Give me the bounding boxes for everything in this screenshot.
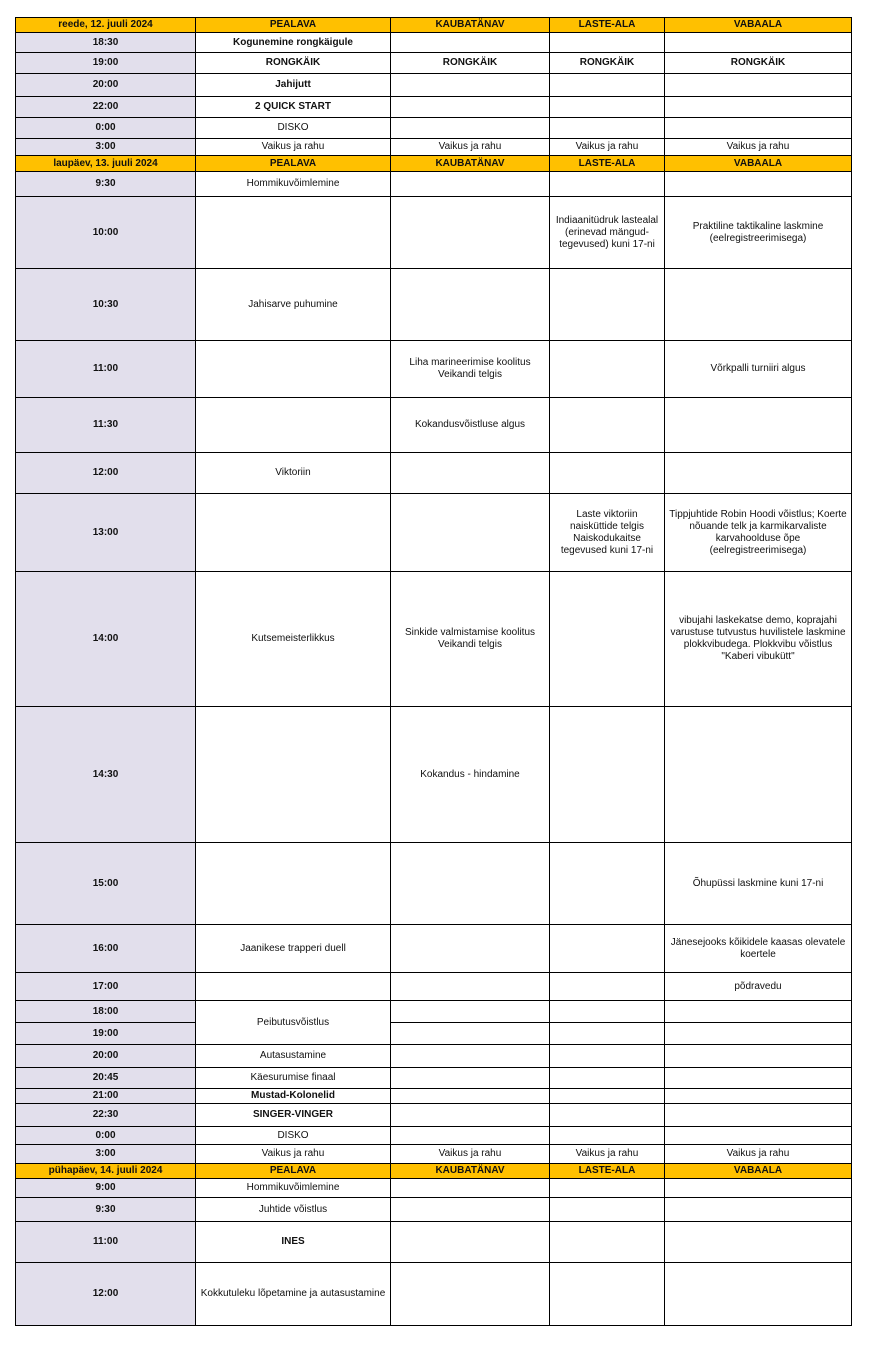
- event-cell: Jahijutt: [196, 74, 391, 97]
- event-cell: RONGKÄIK: [665, 53, 852, 74]
- event-cell: [391, 1222, 550, 1263]
- event-cell: [391, 118, 550, 139]
- event-cell: [391, 1127, 550, 1145]
- event-cell: [391, 973, 550, 1001]
- event-cell: Võrkpalli turniiri algus: [665, 341, 852, 398]
- event-cell: [550, 341, 665, 398]
- table-row: [16, 1127, 852, 1145]
- event-cell: Vaikus ja rahu: [665, 1145, 852, 1164]
- event-cell: [550, 33, 665, 53]
- event-cell: Viktoriin: [196, 453, 391, 494]
- column-header-kaubatanav: KAUBATÄNAV: [391, 18, 550, 33]
- event-cell: Vaikus ja rahu: [550, 139, 665, 156]
- event-cell: Vaikus ja rahu: [550, 1145, 665, 1164]
- table-row: [16, 572, 852, 707]
- event-cell: [550, 1045, 665, 1068]
- event-cell: Hommikuvõimlemine: [196, 1179, 391, 1198]
- event-cell: Juhtide võistlus: [196, 1198, 391, 1222]
- event-cell: Vaikus ja rahu: [196, 1145, 391, 1164]
- event-cell: [550, 925, 665, 973]
- event-cell: [391, 172, 550, 197]
- event-cell: [391, 1263, 550, 1326]
- event-cell: [391, 1001, 550, 1023]
- table-row: [16, 925, 852, 973]
- event-cell: Vaikus ja rahu: [391, 1145, 550, 1164]
- table-row: [16, 453, 852, 494]
- event-cell: [196, 341, 391, 398]
- event-cell: Jahisarve puhumine: [196, 269, 391, 341]
- event-cell: [391, 1045, 550, 1068]
- time-cell: 0:00: [16, 118, 196, 139]
- event-cell: [665, 398, 852, 453]
- table-row: [16, 1263, 852, 1326]
- event-cell: [665, 1263, 852, 1326]
- event-cell: [391, 97, 550, 118]
- event-cell: Õhupüssi laskmine kuni 17-ni: [665, 843, 852, 925]
- event-cell: [665, 269, 852, 341]
- table-row: [16, 33, 852, 53]
- event-cell: [550, 398, 665, 453]
- schedule-table: [15, 17, 852, 1326]
- event-cell: Käesurumise finaal: [196, 1068, 391, 1089]
- time-cell: 13:00: [16, 494, 196, 572]
- time-cell: 10:30: [16, 269, 196, 341]
- event-cell: [196, 197, 391, 269]
- event-cell: INES: [196, 1222, 391, 1263]
- time-cell: 0:00: [16, 1127, 196, 1145]
- event-cell: [550, 74, 665, 97]
- time-cell: 11:30: [16, 398, 196, 453]
- event-cell: Kokkutuleku lõpetamine ja autasustamine: [196, 1263, 391, 1326]
- time-cell: 16:00: [16, 925, 196, 973]
- event-cell: [196, 398, 391, 453]
- time-cell: 12:00: [16, 453, 196, 494]
- event-cell: Sinkide valmistamise koolitus Veikandi telgis: [391, 572, 550, 707]
- event-cell: [665, 118, 852, 139]
- event-cell: [550, 118, 665, 139]
- event-cell: Kogunemine rongkäigule: [196, 33, 391, 53]
- event-cell: [550, 1198, 665, 1222]
- event-cell: [550, 1222, 665, 1263]
- day-label: laupäev, 13. juuli 2024: [16, 156, 196, 172]
- event-cell: [665, 1222, 852, 1263]
- time-cell: 14:00: [16, 572, 196, 707]
- time-cell: 22:30: [16, 1104, 196, 1127]
- table-row: [16, 118, 852, 139]
- time-cell: 14:30: [16, 707, 196, 843]
- event-cell: [196, 973, 391, 1001]
- event-cell: Autasustamine: [196, 1045, 391, 1068]
- event-cell: [550, 572, 665, 707]
- event-cell: [665, 74, 852, 97]
- time-cell: 21:00: [16, 1089, 196, 1104]
- table-row: [16, 197, 852, 269]
- column-header-kaubatanav: KAUBATÄNAV: [391, 156, 550, 172]
- event-cell: Vaikus ja rahu: [391, 139, 550, 156]
- day-label: pühapäev, 14. juuli 2024: [16, 1164, 196, 1179]
- event-cell: [550, 172, 665, 197]
- event-cell: [550, 973, 665, 1001]
- column-header-vabaala: VABAALA: [665, 18, 852, 33]
- table-row: [16, 494, 852, 572]
- event-cell: [391, 1089, 550, 1104]
- event-cell: 2 QUICK START: [196, 97, 391, 118]
- time-cell: 9:00: [16, 1179, 196, 1198]
- column-header-laste-ala: LASTE-ALA: [550, 1164, 665, 1179]
- event-cell: [391, 1198, 550, 1222]
- event-cell: [550, 1001, 665, 1023]
- event-cell: [391, 843, 550, 925]
- table-row: [16, 53, 852, 74]
- time-cell: 15:00: [16, 843, 196, 925]
- time-cell: 20:00: [16, 1045, 196, 1068]
- time-cell: 17:00: [16, 973, 196, 1001]
- event-cell: Hommikuvõimlemine: [196, 172, 391, 197]
- event-cell: Peibutusvõistlus: [196, 1001, 391, 1045]
- event-cell: [665, 172, 852, 197]
- event-cell: [550, 1023, 665, 1045]
- table-row: [16, 341, 852, 398]
- day-header-row: [16, 1164, 852, 1179]
- table-row: [16, 973, 852, 1001]
- column-header-kaubatanav: KAUBATÄNAV: [391, 1164, 550, 1179]
- column-header-laste-ala: LASTE-ALA: [550, 18, 665, 33]
- time-cell: 10:00: [16, 197, 196, 269]
- event-cell: [550, 1089, 665, 1104]
- event-cell: Vaikus ja rahu: [665, 139, 852, 156]
- table-row: [16, 1023, 852, 1045]
- table-row: [16, 1179, 852, 1198]
- event-cell: [391, 1104, 550, 1127]
- event-cell: Kutsemeisterlikkus: [196, 572, 391, 707]
- table-row: [16, 172, 852, 197]
- event-cell: [665, 707, 852, 843]
- table-row: [16, 1045, 852, 1068]
- event-cell: [196, 494, 391, 572]
- event-cell: Tippjuhtide Robin Hoodi võistlus; Koerte nõuande telk ja karmikarvaliste karvahoolduse õpe (eelregistreerimisega): [665, 494, 852, 572]
- event-cell: [665, 1089, 852, 1104]
- event-cell: Jaanikese trapperi duell: [196, 925, 391, 973]
- table-row: [16, 707, 852, 843]
- event-cell: [665, 1198, 852, 1222]
- event-cell: [391, 1068, 550, 1089]
- column-header-vabaala: VABAALA: [665, 156, 852, 172]
- table-row: [16, 74, 852, 97]
- event-cell: [550, 97, 665, 118]
- table-row: [16, 1222, 852, 1263]
- event-cell: [665, 97, 852, 118]
- column-header-pealava: PEALAVA: [196, 18, 391, 33]
- event-cell: DISKO: [196, 1127, 391, 1145]
- event-cell: [391, 1023, 550, 1045]
- table-row: [16, 398, 852, 453]
- event-cell: vibujahi laskekatse demo, koprajahi varustuse tutvustus huvilistele laskmine plokkvibudega. Plokkvibu võistlus "Kaberi vibukütt": [665, 572, 852, 707]
- event-cell: [550, 1068, 665, 1089]
- event-cell: [391, 74, 550, 97]
- event-cell: [391, 269, 550, 341]
- event-cell: SINGER-VINGER: [196, 1104, 391, 1127]
- event-cell: [391, 197, 550, 269]
- event-cell: [665, 33, 852, 53]
- event-cell: [391, 453, 550, 494]
- event-cell: RONGKÄIK: [196, 53, 391, 74]
- event-cell: [391, 925, 550, 973]
- table-row: [16, 97, 852, 118]
- event-cell: [665, 1001, 852, 1023]
- event-cell: Indiaanitüdruk lastealal (erinevad mängud-tegevused) kuni 17-ni: [550, 197, 665, 269]
- event-cell: Vaikus ja rahu: [196, 139, 391, 156]
- event-cell: Praktiline taktikaline laskmine (eelregistreerimisega): [665, 197, 852, 269]
- event-cell: RONGKÄIK: [550, 53, 665, 74]
- time-cell: 22:00: [16, 97, 196, 118]
- event-cell: [665, 1068, 852, 1089]
- event-cell: Jänesejooks kõikidele kaasas olevatele koertele: [665, 925, 852, 973]
- time-cell: 18:30: [16, 33, 196, 53]
- event-cell: [665, 453, 852, 494]
- event-cell: [391, 1179, 550, 1198]
- event-cell: [665, 1179, 852, 1198]
- event-cell: Laste viktoriin naisküttide telgis Naiskodukaitse tegevused kuni 17-ni: [550, 494, 665, 572]
- table-row: [16, 1145, 852, 1164]
- event-cell: [550, 1104, 665, 1127]
- event-cell: DISKO: [196, 118, 391, 139]
- time-cell: 11:00: [16, 341, 196, 398]
- event-cell: Kokandusvõistluse algus: [391, 398, 550, 453]
- event-cell: [196, 707, 391, 843]
- event-cell: [550, 269, 665, 341]
- time-cell: 20:00: [16, 74, 196, 97]
- table-row: [16, 1104, 852, 1127]
- day-label: reede, 12. juuli 2024: [16, 18, 196, 33]
- column-header-pealava: PEALAVA: [196, 156, 391, 172]
- table-row: [16, 1089, 852, 1104]
- table-row: [16, 269, 852, 341]
- event-cell: [550, 1263, 665, 1326]
- day-header-row: [16, 18, 852, 33]
- event-cell: [550, 453, 665, 494]
- column-header-pealava: PEALAVA: [196, 1164, 391, 1179]
- event-cell: [550, 1127, 665, 1145]
- event-cell: [391, 494, 550, 572]
- event-cell: [550, 707, 665, 843]
- event-cell: [391, 33, 550, 53]
- time-cell: 9:30: [16, 1198, 196, 1222]
- column-header-vabaala: VABAALA: [665, 1164, 852, 1179]
- time-cell: 19:00: [16, 1023, 196, 1045]
- event-cell: Kokandus - hindamine: [391, 707, 550, 843]
- time-cell: 18:00: [16, 1001, 196, 1023]
- event-cell: põdravedu: [665, 973, 852, 1001]
- event-cell: [665, 1127, 852, 1145]
- time-cell: 20:45: [16, 1068, 196, 1089]
- table-row: [16, 843, 852, 925]
- time-cell: 3:00: [16, 1145, 196, 1164]
- event-cell: Mustad-Kolonelid: [196, 1089, 391, 1104]
- table-row: [16, 1198, 852, 1222]
- event-cell: [665, 1023, 852, 1045]
- event-cell: [550, 1179, 665, 1198]
- event-cell: [665, 1104, 852, 1127]
- time-cell: 19:00: [16, 53, 196, 74]
- table-row: [16, 139, 852, 156]
- event-cell: RONGKÄIK: [391, 53, 550, 74]
- event-cell: [550, 843, 665, 925]
- table-row: [16, 1068, 852, 1089]
- time-cell: 9:30: [16, 172, 196, 197]
- event-cell: [665, 1045, 852, 1068]
- day-header-row: [16, 156, 852, 172]
- table-row: [16, 1001, 852, 1023]
- column-header-laste-ala: LASTE-ALA: [550, 156, 665, 172]
- time-cell: 11:00: [16, 1222, 196, 1263]
- event-cell: Liha marineerimise koolitus Veikandi telgis: [391, 341, 550, 398]
- time-cell: 3:00: [16, 139, 196, 156]
- time-cell: 12:00: [16, 1263, 196, 1326]
- event-cell: [196, 843, 391, 925]
